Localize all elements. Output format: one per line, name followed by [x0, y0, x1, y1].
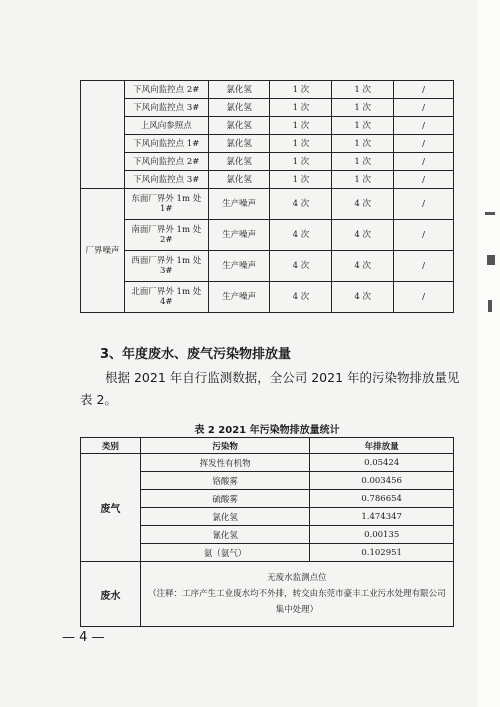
- table-cell: /: [394, 189, 454, 220]
- table-cell: /: [394, 282, 454, 313]
- table-cell: 0.102951: [310, 544, 454, 562]
- table-cell: 生产噪声: [208, 251, 270, 282]
- table-row: [81, 153, 454, 171]
- table-cell: 1 次: [332, 171, 394, 189]
- table-header-row: [81, 438, 454, 454]
- table-cell: 生产噪声: [208, 220, 270, 251]
- category-label: 废水: [81, 562, 141, 627]
- table-cell: 4 次: [332, 189, 394, 220]
- body-paragraph: 根据 2021 年自行监测数据，全公司 2021 年的污染物排放量见表 2。: [80, 370, 460, 407]
- table-cell: 氯化氢: [208, 153, 270, 171]
- table-cell: 生产噪声: [208, 189, 270, 220]
- table-row: [81, 251, 454, 282]
- table-cell: /: [394, 99, 454, 117]
- table-cell: 氯化氢: [208, 135, 270, 153]
- table-cell: 1 次: [332, 135, 394, 153]
- table-cell: 4 次: [270, 189, 332, 220]
- table-row: [81, 81, 454, 99]
- table-cell: /: [394, 117, 454, 135]
- column-header: 污染物: [140, 438, 309, 454]
- table-cell: 下风向监控点 3#: [124, 99, 208, 117]
- table-cell: 东面厂界外 1m 处 1#: [124, 189, 208, 220]
- table-cell: /: [394, 251, 454, 282]
- table-cell: 硫酸雾: [140, 490, 309, 508]
- table-cell: 1 次: [270, 99, 332, 117]
- table-cell: /: [394, 135, 454, 153]
- table-cell: 氨（氨气）: [140, 544, 309, 562]
- table-cell: 下风向监控点 3#: [124, 171, 208, 189]
- table-row: [81, 171, 454, 189]
- table-cell: 1 次: [270, 81, 332, 99]
- margin-mark: [485, 212, 495, 215]
- wastewater-note: （注释：工序产生工业废水均不外排，转交由东莞市豪丰工业污水处理有限公司集中处理）: [148, 589, 446, 615]
- table-cell: 4 次: [332, 220, 394, 251]
- table-cell: 0.00135: [310, 526, 454, 544]
- table-row: [81, 135, 454, 153]
- table-cell: 0.05424: [310, 454, 454, 472]
- table-cell: 铬酸雾: [140, 472, 309, 490]
- table-cell: 1 次: [332, 153, 394, 171]
- table-cell: 4 次: [270, 282, 332, 313]
- table-cell: /: [394, 220, 454, 251]
- table-cell: 1 次: [332, 81, 394, 99]
- table-row: [81, 189, 454, 220]
- table-caption: 表 2 2021 年污染物排放量统计: [194, 425, 340, 436]
- table-cell: /: [394, 171, 454, 189]
- table-row: [81, 220, 454, 251]
- table-cell: /: [394, 153, 454, 171]
- table-cell: /: [394, 81, 454, 99]
- column-header: 类别: [81, 438, 141, 454]
- table-row: [81, 99, 454, 117]
- table-cell: 氯化氢: [208, 81, 270, 99]
- table-cell: 北面厂界外 1m 处 4#: [124, 282, 208, 313]
- table-cell: 氯化氢: [140, 508, 309, 526]
- table-row: [81, 117, 454, 135]
- table-row: [81, 562, 454, 627]
- table-cell: 1 次: [332, 117, 394, 135]
- table-cell: 西面厂界外 1m 处 3#: [124, 251, 208, 282]
- table-cell: 氯化氢: [208, 171, 270, 189]
- table-cell: 下风向监控点 2#: [124, 81, 208, 99]
- table-cell: 1 次: [270, 117, 332, 135]
- table-cell: 上风向参照点: [124, 117, 208, 135]
- table-cell: 1 次: [270, 153, 332, 171]
- table-cell: 0.786654: [310, 490, 454, 508]
- table-cell: 氯化氢: [208, 117, 270, 135]
- table-cell: 南面厂界外 1m 处 2#: [124, 220, 208, 251]
- table-cell: 0.003456: [310, 472, 454, 490]
- table-cell: 下风向监控点 2#: [124, 153, 208, 171]
- margin-mark: [488, 300, 492, 312]
- table-cell: 挥发性有机物: [140, 454, 309, 472]
- table-row: [81, 454, 454, 472]
- wastewater-cell: [140, 562, 453, 627]
- table-cell: 4 次: [270, 251, 332, 282]
- emission-table: [80, 437, 454, 627]
- page-number: — 4 —: [62, 630, 105, 645]
- table-cell: 4 次: [332, 282, 394, 313]
- group-cell: [81, 81, 125, 189]
- table-cell: 氯化氢: [208, 99, 270, 117]
- section-heading: 3、年度废水、废气污染物排放量: [100, 347, 292, 362]
- page-edge: [478, 0, 500, 707]
- table-cell: 1 次: [270, 135, 332, 153]
- table-cell: 生产噪声: [208, 282, 270, 313]
- wastewater-text: 无废水监测点位: [267, 573, 327, 583]
- column-header: 年排放量: [310, 438, 454, 454]
- table-cell: 1.474347: [310, 508, 454, 526]
- table-row: [81, 282, 454, 313]
- monitoring-table: [80, 80, 454, 313]
- group-label: 厂界噪声: [81, 189, 125, 313]
- table-cell: 1 次: [270, 171, 332, 189]
- table-cell: 1 次: [332, 99, 394, 117]
- category-label: 废气: [81, 454, 141, 562]
- table-cell: 下风向监控点 1#: [124, 135, 208, 153]
- table-cell: 氰化氢: [140, 526, 309, 544]
- margin-mark: [487, 255, 495, 265]
- table-cell: 4 次: [332, 251, 394, 282]
- table-cell: 4 次: [270, 220, 332, 251]
